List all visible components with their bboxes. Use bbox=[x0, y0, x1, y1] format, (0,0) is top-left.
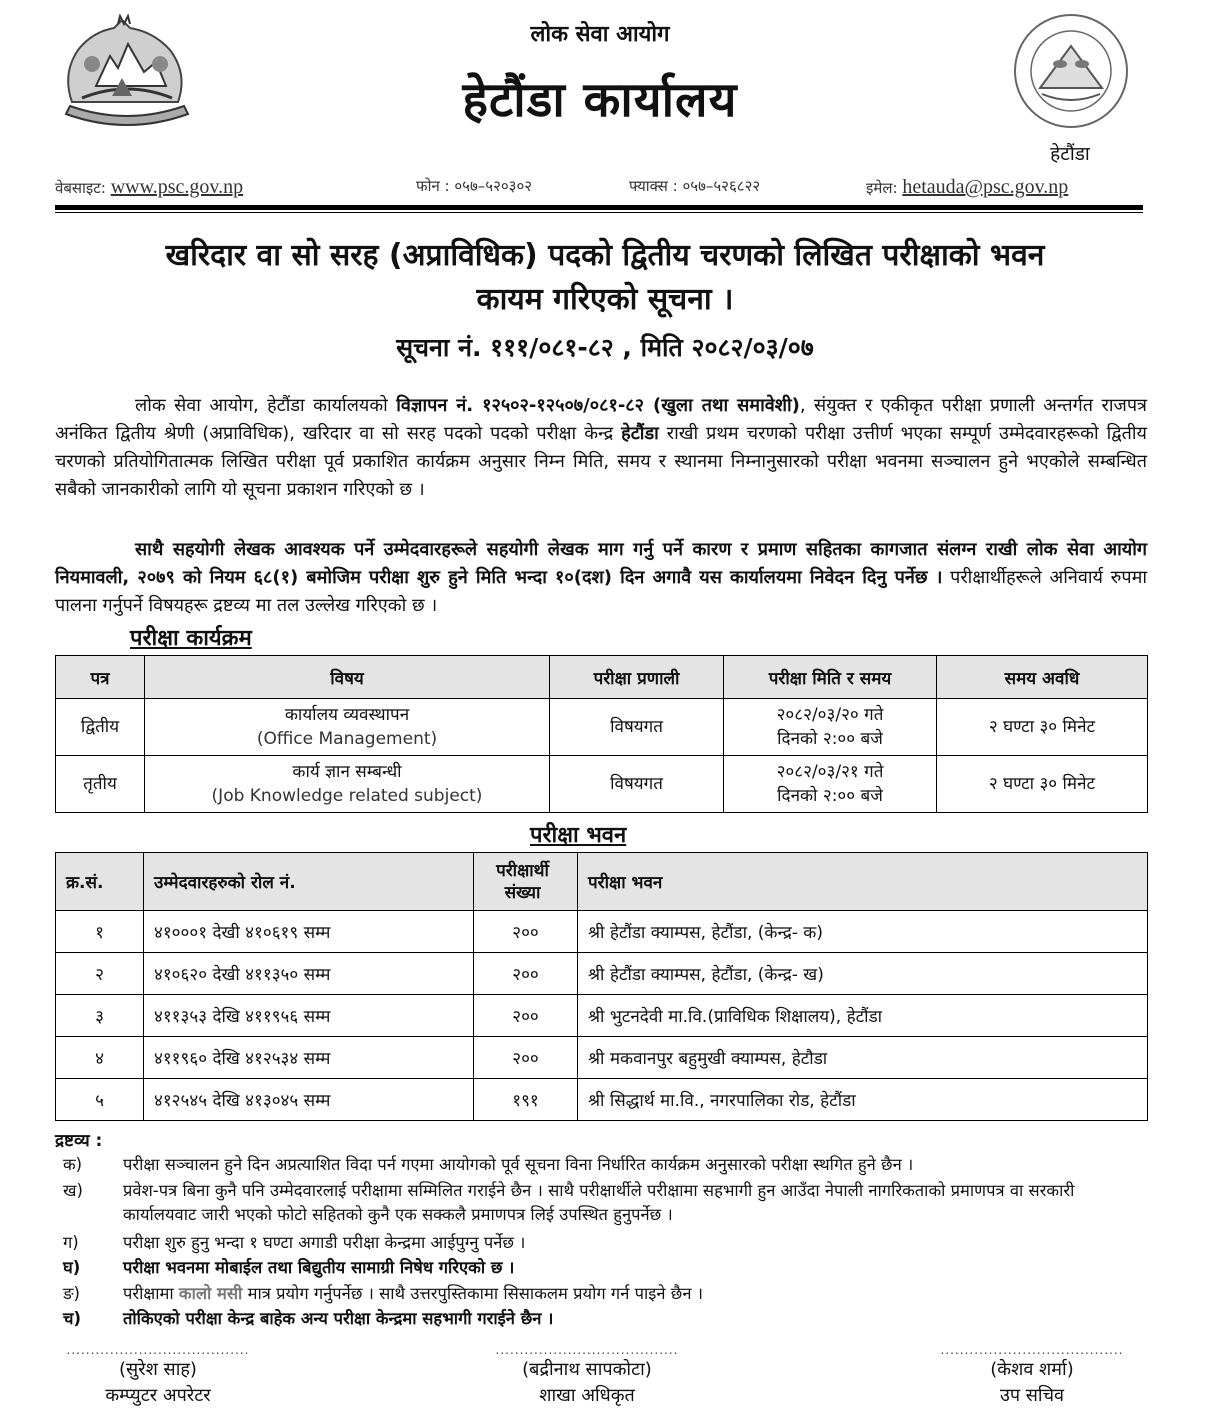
candidate-count: २०० bbox=[474, 911, 578, 953]
email-line bbox=[866, 176, 1068, 199]
note-key: च) bbox=[63, 1309, 82, 1328]
website-label: वेबसाइट: bbox=[55, 179, 106, 197]
duration: २ घण्टा ३० मिनेट bbox=[937, 699, 1148, 756]
note-text: परीक्षा सञ्चालन हुने दिन अप्रत्याशित विदा पर्न गएमा आयोगको पूर्व सूचना विना निर्धारित कार्यक्रम अनुसारको परीक्षा स्थगित हुने छैन । bbox=[123, 1155, 914, 1174]
table-row bbox=[56, 756, 1148, 813]
paper: तृतीय bbox=[56, 756, 145, 813]
signature-line: ...................................... bbox=[495, 1343, 679, 1357]
note-text: परीक्षा भवनमा मोबाईल तथा बिद्युतीय सामाग्री निषेध गरिएको छ । bbox=[123, 1258, 515, 1277]
subject-en: (Office Management) bbox=[256, 729, 438, 749]
col-count bbox=[474, 853, 578, 911]
p1-text-a: लोक सेवा आयोग, हेटौंडा कार्यालयको bbox=[135, 395, 397, 416]
serial: ४ bbox=[56, 1037, 144, 1079]
notes-heading: द्रष्टव्य : bbox=[55, 1131, 103, 1151]
p2-text: परीक्षार्थीहरूले अनिवार्य रुपमा पालना गर्नुपर्ने विषयहरू द्रष्टव्य मा तल उल्लेख गरिएको छ । bbox=[55, 567, 1147, 616]
roll-range: ४१२५४५ देखि ४१३०४५ सम्म bbox=[144, 1079, 474, 1121]
header-divider-thin bbox=[55, 212, 1143, 213]
subject-en: (Job Knowledge related subject) bbox=[211, 786, 483, 806]
exam-date: २०८२/०३/२१ गते bbox=[776, 762, 884, 782]
candidate-count: २०० bbox=[474, 995, 578, 1037]
exam-system: विषयगत bbox=[550, 756, 724, 813]
table-row bbox=[56, 1037, 1148, 1079]
exam-datetime bbox=[724, 756, 937, 813]
signature-block-secretary bbox=[912, 1343, 1152, 1409]
nepal-emblem-icon bbox=[52, 14, 202, 136]
roll-range: ४१०६२० देखी ४११३५० सम्म bbox=[144, 953, 474, 995]
venue-heading: परीक्षा भवन bbox=[530, 823, 627, 848]
psc-seal-icon bbox=[1012, 12, 1130, 130]
candidate-count: २०० bbox=[474, 953, 578, 995]
signatory-title: शाखा अधिकृत bbox=[539, 1385, 635, 1406]
signature-block-operator bbox=[38, 1343, 278, 1409]
table-row bbox=[56, 995, 1148, 1037]
col-duration: समय अवधि bbox=[937, 656, 1148, 699]
note-text: तोकिएको परीक्षा केन्द्र बाहेक अन्य परीक्षा केन्द्रमा सहभागी गराईने छैन । bbox=[123, 1309, 554, 1328]
col-sn: क्र.सं. bbox=[56, 853, 144, 911]
subject-np: कार्य ज्ञान सम्बन्धी bbox=[292, 762, 402, 782]
col-venue: परीक्षा भवन bbox=[578, 853, 1148, 911]
fax-number: फ्याक्स : ०५७–५२६८२२ bbox=[629, 177, 761, 195]
schedule-table bbox=[55, 655, 1148, 813]
org-name: लोक सेवा आयोग bbox=[530, 22, 670, 47]
assistant-writer-paragraph bbox=[55, 536, 1147, 620]
note-key: ग) bbox=[63, 1233, 79, 1252]
header-divider bbox=[55, 205, 1143, 210]
col-roll: उम्मेदवारहरुको रोल नं. bbox=[144, 853, 474, 911]
table-row bbox=[56, 1079, 1148, 1121]
note-text-b: मात्र प्रयोग गर्नुपर्नेछ । साथै उत्तरपुस्तिकामा सिसाकलम प्रयोग गर्न पाइने छैन । bbox=[242, 1284, 703, 1303]
note-text: प्रवेश-पत्र बिना कुनै पनि उम्मेदवारलाई परीक्षामा सम्मिलित गराईने छैन । साथै परीक्षार्थीले परीक्षामा सहभागी हुन आउँदा नेपाली नागरिकताको प्रमाणपत्र वा सरकारी कार्यालयवाट जारी भएको फोटो सहितको कुनै एक सक्कलै प्रमाणपत्र लिई उपस्थित हुनुपर्नेछ । bbox=[123, 1181, 1075, 1224]
note-text-a: परीक्षामा bbox=[123, 1284, 179, 1303]
title-line-1: खरिदार वा सो सरह (अप्राविधिक) पदको द्वितीय चरणको लिखित परीक्षाको भवन bbox=[165, 238, 1045, 273]
signatory-title: उप सचिव bbox=[999, 1385, 1065, 1406]
advertisement-number: विज्ञापन नं. १२५०२-१२५०७/०८१-८२ (खुला तथा समावेशी) bbox=[396, 395, 800, 416]
table-row bbox=[56, 699, 1148, 756]
website-link[interactable]: www.psc.gov.np bbox=[110, 176, 244, 198]
venue-name: श्री मकवानपुर बहुमुखी क्याम्पस, हेटौडा bbox=[578, 1037, 1148, 1079]
email-link[interactable]: hetauda@psc.gov.np bbox=[902, 176, 1069, 198]
office-name: हेटौंडा कार्यालय bbox=[462, 72, 738, 128]
signature-block-officer bbox=[467, 1343, 707, 1409]
candidate-count: १९१ bbox=[474, 1079, 578, 1121]
roll-range: ४११३५३ देखि ४११९५६ सम्म bbox=[144, 995, 474, 1037]
col-count-line2: संख्या bbox=[504, 882, 541, 903]
col-system: परीक्षा प्रणाली bbox=[550, 656, 724, 699]
exam-datetime bbox=[724, 699, 937, 756]
notice-title bbox=[40, 234, 1170, 322]
exam-system: विषयगत bbox=[550, 699, 724, 756]
signatory-name: (सुरेश साह) bbox=[119, 1359, 197, 1380]
note-key: ङ) bbox=[63, 1284, 80, 1303]
candidate-count: २०० bbox=[474, 1037, 578, 1079]
subject-np: कार्यालय व्यवस्थापन bbox=[284, 705, 410, 725]
exam-date: २०८२/०३/२० गते bbox=[776, 705, 884, 725]
signatory-name: (केशव शर्मा) bbox=[990, 1359, 1074, 1380]
col-paper: पत्र bbox=[56, 656, 145, 699]
note-text: परीक्षा शुरु हुनु भन्दा १ घण्टा अगाडी परीक्षा केन्द्रमा आईपुग्नु पर्नेछ । bbox=[123, 1233, 526, 1252]
paper: द्वितीय bbox=[56, 699, 145, 756]
seal-caption: हेटौंडा bbox=[1050, 143, 1090, 165]
email-label: इमेल: bbox=[866, 179, 898, 197]
notice-number: सूचना नं. १११/०८१-८२ , मिति २०८२/०३/०७ bbox=[396, 333, 814, 362]
signatory-title: कम्प्युटर अपरेटर bbox=[105, 1385, 211, 1406]
exam-time: दिनको २:०० बजे bbox=[777, 729, 883, 749]
exam-time: दिनको २:०० बजे bbox=[777, 786, 883, 806]
phone-number: फोन : ०५७–५२०३०२ bbox=[416, 177, 533, 195]
intro-paragraph bbox=[55, 392, 1147, 504]
table-row bbox=[56, 911, 1148, 953]
note-key: घ) bbox=[63, 1258, 81, 1277]
venue-name: श्री भुटनदेवी मा.वि.(प्राविधिक शिक्षालय), हेटौंडा bbox=[578, 995, 1148, 1037]
signature-line: ...................................... bbox=[66, 1343, 250, 1357]
serial: ३ bbox=[56, 995, 144, 1037]
venue-table bbox=[55, 852, 1148, 1121]
serial: १ bbox=[56, 911, 144, 953]
p1-text-e: राखी प्रथम चरणको परीक्षा उत्तीर्ण भएका सम्पूर्ण उम्मेदवारहरूको द्वितीय चरणको प्रतियोगितात्मक लिखित परीक्षा पूर्व प्रकाशित कार्यक्रम अनुसार निम्न मिति, समय र स्थानमा निम्नानुसारको परीक्षा भवनमा सञ्चालन हुने भएकोले सम्बन्धित सबैको जानकारीको लागि यो सूचना प्रकाशन गरिएको छ । bbox=[55, 423, 1147, 500]
title-line-2: कायम गरिएको सूचना । bbox=[476, 282, 734, 317]
black-ink-text: कालो मसी bbox=[178, 1284, 243, 1303]
table-row bbox=[56, 953, 1148, 995]
subject bbox=[145, 756, 550, 813]
p2-bold-text: साथै सहयोगी लेखक आवश्यक पर्ने उम्मेदवारहरूले सहयोगी लेखक माग गर्नु पर्ने कारण र प्रमाण सहितका कागजात संलग्न राखी लोक सेवा आयोग नियमावली, २०७९ को नियम ६८(१) बमोजिम परीक्षा शुरु हुने मिति भन्दा १०(दश) दिन अगावै यस कार्यालयमा निवेदन दिनु पर्नेछ । bbox=[55, 539, 1147, 588]
schedule-header-row bbox=[56, 656, 1148, 699]
venue-name: श्री सिद्धार्थ मा.वि., नगरपालिका रोड, हेटौंडा bbox=[578, 1079, 1148, 1121]
signatory-name: (बद्रीनाथ सापकोटा) bbox=[522, 1359, 652, 1380]
website-line bbox=[55, 176, 243, 199]
venue-name: श्री हेटौंडा क्याम्पस, हेटौंडा, (केन्द्र- क) bbox=[578, 911, 1148, 953]
col-datetime: परीक्षा मिति र समय bbox=[724, 656, 937, 699]
venue-header-row bbox=[56, 853, 1148, 911]
col-subject: विषय bbox=[145, 656, 550, 699]
duration: २ घण्टा ३० मिनेट bbox=[937, 756, 1148, 813]
subject bbox=[145, 699, 550, 756]
roll-range: ४११९६० देखि ४१२५३४ सम्म bbox=[144, 1037, 474, 1079]
note-key: ख) bbox=[63, 1181, 83, 1200]
note-key: क) bbox=[63, 1155, 83, 1174]
note-text bbox=[123, 1282, 1150, 1306]
serial: २ bbox=[56, 953, 144, 995]
schedule-heading: परीक्षा कार्यक्रम bbox=[130, 626, 252, 651]
p1-text-c: , संयुक्त र एकीकृत परीक्षा प्रणाली अन्तर्गत राजपत्र अनंकित द्वितीय श्रेणी (अप्राविधिक), खरिदार वा सो सरह पदको पदको परीक्षा केन्द्र bbox=[55, 395, 1147, 444]
roll-range: ४१०००१ देखी ४१०६१९ सम्म bbox=[144, 911, 474, 953]
col-count-line1: परीक्षार्थी bbox=[496, 860, 549, 881]
venue-name: श्री हेटौंडा क्याम्पस, हेटौंडा, (केन्द्र- ख) bbox=[578, 953, 1148, 995]
exam-center: हेटौंडा bbox=[621, 423, 659, 444]
signature-line: ...................................... bbox=[940, 1343, 1124, 1357]
serial: ५ bbox=[56, 1079, 144, 1121]
